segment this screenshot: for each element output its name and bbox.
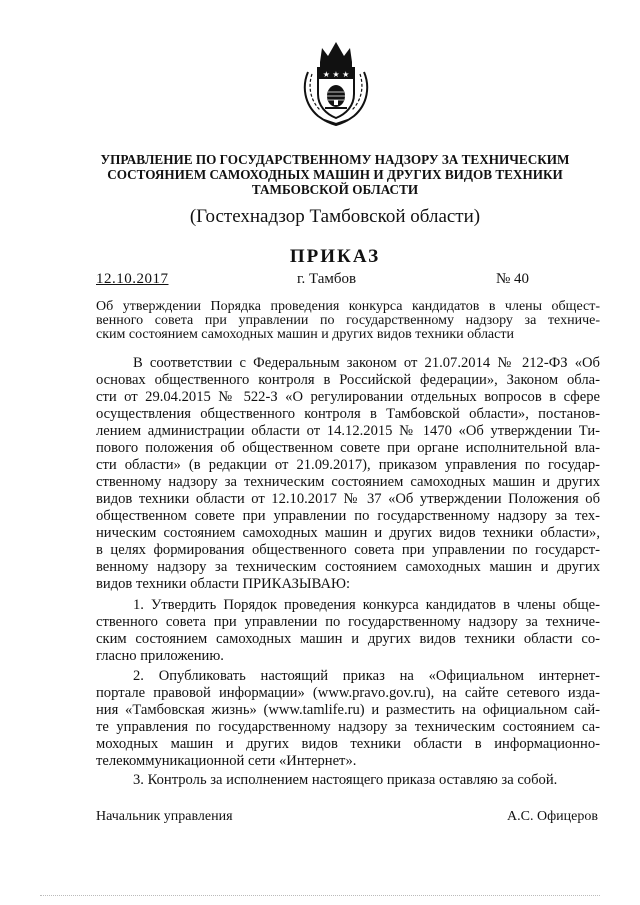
document-number: № 40 [496,271,530,287]
order-item-line: телекоммуникационной сети «Интернет». [96,753,357,769]
coat-of-arms-icon [298,38,374,126]
body-line: осуществления общественного контроля в Тамбовской области», постанов- [96,406,600,422]
order-item-line: ственного совета при управлении по государственному надзору за техниче- [96,614,600,630]
order-item-line: 2. Опубликовать настоящий приказ на «Официальном интернет- [133,668,600,684]
order-item-line: ским состоянием самоходных машин и других видов техники области со- [96,631,600,647]
body-line: венному надзору за техническим состоянием самоходных машин и других [96,559,600,575]
body-line: общественном совете при управлении по государственному надзору за тех- [96,508,600,524]
body-line: в целях формирования общественного совета при управлении по государст- [96,542,600,558]
organization-name-line: СОСТОЯНИЕМ САМОХОДНЫХ МАШИН И ДРУГИХ ВИДОВ ТЕХНИКИ [107,167,563,182]
order-item-line: гласно приложению. [96,648,224,664]
organization-short-name: (Гостехнадзор Тамбовской области) [189,206,481,227]
body-line: основах общественного контроля в Российской федерации», Законом обла- [96,372,600,388]
organization-name-line: ТАМБОВСКОЙ ОБЛАСТИ [251,182,419,197]
body-line: видов техники области от 12.10.2017 № 37 «Об утверждении Положения об [96,491,600,507]
order-item-line: 3. Контроль за исполнением настоящего приказа оставляю за собой. [133,772,558,788]
scan-artifact-divider [40,895,600,898]
body-line: ственному надзору за техническим состоянием самоходных машин и других [96,474,600,490]
body-line: видов техники области ПРИКАЗЫВАЮ: [96,576,351,592]
document-title: ПРИКАЗ [289,246,381,267]
subject-line: венного совета при управлении по государственному надзору за техниче- [96,313,600,328]
subject-line: Об утверждении Порядка проведения конкурса кандидатов в члены общест- [96,299,600,314]
document-date: 12.10.2017 [96,271,169,287]
signatory-position: Начальник управления [96,809,233,824]
body-line: В соответствии с Федеральным законом от 21.07.2014 № 212-ФЗ «Об [133,355,600,371]
signatory-name: А.С. Офицеров [507,809,598,824]
organization-name-line: УПРАВЛЕНИЕ ПО ГОСУДАРСТВЕННОМУ НАДЗОРУ ЗА ТЕХНИЧЕСКИМ [100,152,570,167]
document-city: г. Тамбов [297,271,357,287]
body-line: ническим состоянием самоходных машин и других видов техники области», [96,525,600,541]
body-line: сти области» (в редакции от 21.09.2017), приказом управления по государ- [96,457,600,473]
svg-text:★ ★ ★: ★ ★ ★ [322,70,350,79]
body-line: пового положения об общественном совете при органе исполнительной вла- [96,440,600,456]
order-item-line: 1. Утвердить Порядок проведения конкурса кандидатов в члены обще- [133,597,600,613]
subject-line: ским состоянием самоходных машин и других видов техники области [96,327,514,342]
order-item-line: те управления по государственному надзору за техническим состоянием са- [96,719,600,735]
order-item-line: ния «Тамбовская жизнь» (www.tamlife.ru) и разместить на официальном сай- [96,702,600,718]
body-line: сти от 29.04.2015 № 522-З «О регулировании отдельных вопросов в сфере [96,389,600,405]
body-line: лением администрации области от 14.12.2015 № 1470 «Об утверждении Ти- [96,423,600,439]
order-item-line: моходных машин и других видов техники области в информационно- [96,736,600,752]
order-item-line: портале правовой информации» (www.pravo.gov.ru), на сайте сетевого изда- [96,685,600,701]
